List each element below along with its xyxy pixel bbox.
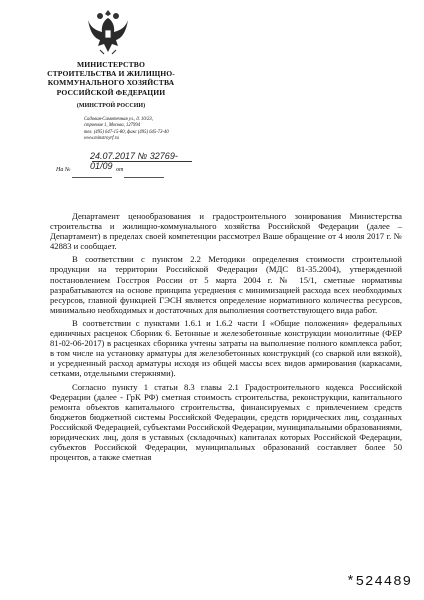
- letter-body: [50, 211, 402, 465]
- paragraph: Департамент ценообразования и градостроительного зонирования Министерства строительства и жилищно-коммунального хозяйства Российской Федерации (далее – Департамент) в пределах своей компетенции рассмотрел Ваше обращение от 4 июля 2017 г. № 42883 и сообщает.: [50, 211, 402, 252]
- address-line: www.minstroyrf.ru: [84, 136, 119, 142]
- paragraph: В соответствии с пунктом 2.2 Методики определения стоимости строительной продукции на территории Российской Федерации (МДС 81-35.2004), утвержденной постановлением Госстроя России от 5 марта 2004 г. № 15/1, сметные нормативы разрабатываются на основе принципа усреднения с минимизацией расхода всех необходимых ресурсов, главной функцией ГЭСН является определение нормативного количества ресурсов, минимально необходимых и достаточных для выполнения соответствующего вида работ.: [50, 254, 402, 315]
- divider: [124, 177, 164, 178]
- ministry-name-line: МИНИСТЕРСТВО: [77, 60, 145, 69]
- ministry-name-line: РОССИЙСКОЙ ФЕДЕРАЦИИ: [56, 87, 166, 97]
- coat-of-arms-icon: [86, 6, 130, 58]
- address-line: тел. (495) 647-15-80, факс (495) 645-73-40: [84, 129, 169, 135]
- paragraph: В соответствии с пунктами 1.6.1 и 1.6.2 части I «Общие положения» федеральных единичных расценок Сборник 6. Бетонные и железобетонные конструкции монолитные (ФЕР 81-02-06-2017) в расценках сборника учтены затраты на выполнение полного комплекса работ, в том числе на установку арматуры для железобетонных конструкций (со сваркой или вязкой), и усредненный расход арматуры исходя из общей массы всех видов армирования (каркасами, сетками, отдельными стержнями).: [50, 317, 402, 379]
- ministry-name-line: СТРОИТЕЛЬСТВА И ЖИЛИЩНО-: [47, 69, 175, 79]
- handwritten-registration: 24.07.2017 № 32769-01/09: [90, 151, 178, 171]
- address-line: строение 1, Москва, 127994: [84, 123, 141, 129]
- divider: [92, 161, 192, 162]
- divider: [72, 177, 112, 178]
- letterhead: [26, 60, 196, 142]
- reference-from-label: от: [116, 167, 124, 173]
- ministry-short-name: (МИНСТРОЙ РОССИИ): [76, 102, 146, 109]
- ministry-name: [26, 60, 196, 97]
- ministry-address: [84, 117, 196, 143]
- paragraph: Согласно пункту 1 статьи 8.3 главы 2.1 Градостроительного кодекса Российской Федерации (далее - ГрК РФ) сметная стоимость строительства, реконструкции, капитального ремонта объектов капитального строительства, финансируемых с привлечением средств бюджетов бюджетной системы Российской Федерации, средств юридических лиц, созданных Российской Федерацией, субъектами Российской Федерации, муниципальными образованиями, юридических лиц, доля в уставных (складочных) капиталах которых Российской Федерации, субъектов Российской Федерации, муниципальных образований составляет более 50 процентов, а также сметная: [50, 381, 402, 463]
- reference-line: [56, 167, 196, 179]
- document-number-stamp: *524489: [346, 574, 412, 590]
- address-line: Садовая-Самотечная ул., д. 10/23,: [84, 116, 153, 122]
- ministry-name-line: КОММУНАЛЬНОГО ХОЗЯЙСТВА: [47, 78, 175, 88]
- reference-no-label: На №: [56, 167, 71, 173]
